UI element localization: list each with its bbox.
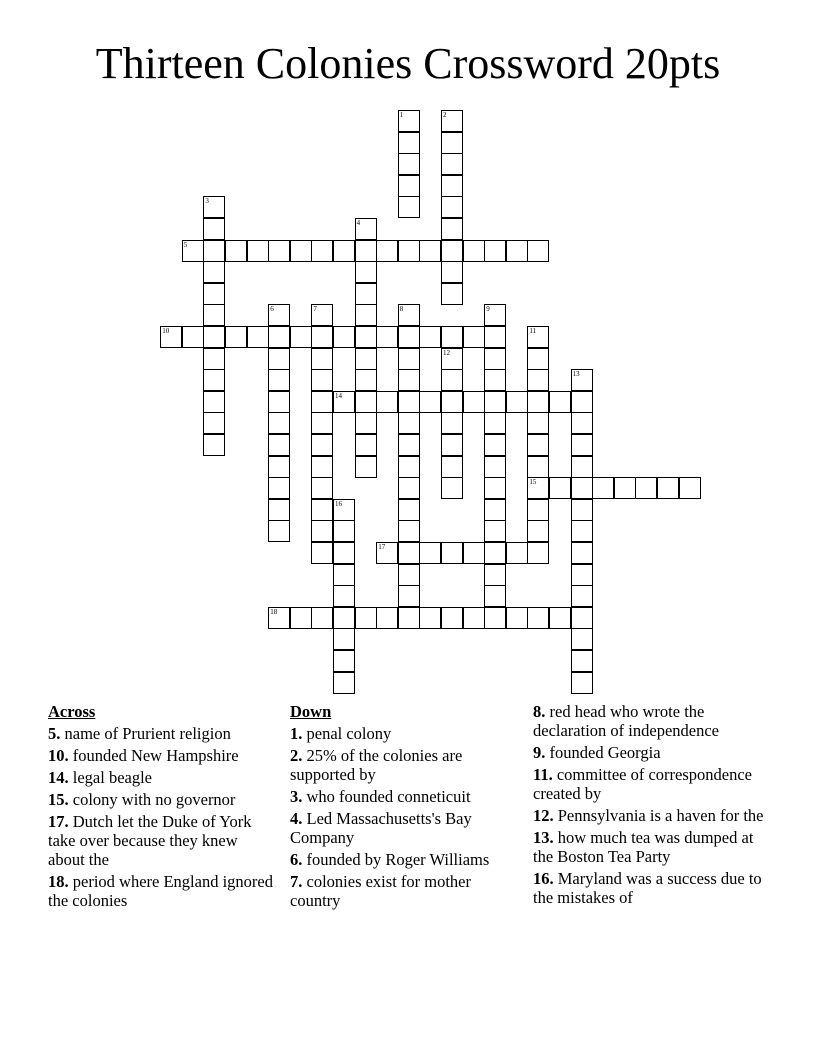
clue-item	[533, 828, 768, 866]
grid-cell[interactable]	[441, 110, 463, 132]
clue-item	[290, 809, 515, 847]
grid-cell[interactable]	[355, 326, 377, 348]
clue-text: name of Prurient religion	[64, 724, 231, 743]
grid-cell[interactable]	[398, 412, 420, 434]
grid-cell[interactable]	[203, 434, 225, 456]
grid-cell[interactable]	[571, 477, 593, 499]
grid-cell[interactable]	[203, 304, 225, 326]
grid-cell[interactable]	[398, 326, 420, 348]
grid-cell[interactable]	[268, 434, 290, 456]
clue-text: committee of correspondence created by	[533, 765, 753, 803]
grid-cell[interactable]	[333, 240, 355, 262]
grid-cell[interactable]	[571, 542, 593, 564]
grid-cell[interactable]	[311, 304, 333, 326]
clue-text: period where England ignored the colonies	[48, 872, 273, 910]
grid-cell[interactable]	[247, 240, 269, 262]
grid-cell[interactable]	[398, 110, 420, 132]
grid-cell[interactable]	[290, 607, 312, 629]
clue-text: Dutch let the Duke of York take over because they knew about the	[48, 812, 252, 869]
clue-text: founded New Hampshire	[72, 746, 239, 765]
grid-cell[interactable]	[203, 218, 225, 240]
grid-cell[interactable]	[441, 196, 463, 218]
grid-cell[interactable]	[463, 607, 485, 629]
grid-cell[interactable]	[506, 542, 528, 564]
clue-text: Led Massachusetts's Bay Company	[290, 809, 472, 847]
grid-cell[interactable]	[398, 240, 420, 262]
grid-cell[interactable]	[571, 412, 593, 434]
grid-cell[interactable]	[333, 607, 355, 629]
grid-cell[interactable]	[355, 369, 377, 391]
grid-cell[interactable]	[527, 520, 549, 542]
clue-number: 7.	[290, 872, 303, 891]
grid-cell[interactable]	[355, 261, 377, 283]
grid-cell[interactable]	[398, 304, 420, 326]
grid-cell[interactable]	[635, 477, 657, 499]
grid-cell[interactable]	[333, 585, 355, 607]
clue-item	[48, 768, 273, 787]
grid-cell[interactable]	[527, 607, 549, 629]
grid-cell[interactable]	[268, 348, 290, 370]
grid-cell[interactable]	[398, 153, 420, 175]
clue-item	[48, 790, 273, 809]
grid-cell[interactable]	[268, 477, 290, 499]
grid-cell[interactable]	[355, 607, 377, 629]
grid-cell[interactable]	[333, 499, 355, 521]
grid-cell[interactable]	[355, 240, 377, 262]
grid-cell[interactable]	[527, 499, 549, 521]
grid-cell[interactable]	[333, 542, 355, 564]
grid-cell[interactable]	[398, 132, 420, 154]
grid-cell[interactable]	[333, 672, 355, 694]
grid-cell[interactable]	[311, 456, 333, 478]
grid-cell[interactable]	[571, 499, 593, 521]
grid-cell[interactable]	[333, 628, 355, 650]
grid-cell[interactable]	[311, 412, 333, 434]
grid-cell[interactable]	[506, 607, 528, 629]
grid-cell[interactable]	[527, 456, 549, 478]
grid-cell[interactable]	[290, 240, 312, 262]
clue-item	[290, 724, 515, 743]
grid-cell[interactable]	[441, 456, 463, 478]
clue-item	[290, 872, 515, 910]
clue-number: 10.	[48, 746, 69, 765]
down-clues-continued	[533, 702, 768, 910]
grid-cell[interactable]	[398, 585, 420, 607]
grid-cell[interactable]	[571, 650, 593, 672]
clue-number: 1.	[290, 724, 303, 743]
grid-cell[interactable]	[398, 607, 420, 629]
clue-number-label: 17	[378, 543, 386, 551]
grid-cell[interactable]	[614, 477, 636, 499]
down-clues	[290, 702, 515, 913]
clue-number: 14.	[48, 768, 69, 787]
grid-cell[interactable]	[376, 240, 398, 262]
grid-cell[interactable]	[355, 348, 377, 370]
grid-cell[interactable]	[203, 240, 225, 262]
grid-cell[interactable]	[506, 240, 528, 262]
clue-item	[533, 702, 768, 740]
grid-cell[interactable]	[355, 434, 377, 456]
clue-item	[48, 872, 273, 910]
grid-cell[interactable]	[419, 607, 441, 629]
clue-text: red head who wrote the declaration of independence	[533, 702, 719, 740]
grid-cell[interactable]	[527, 369, 549, 391]
clue-number: 9.	[533, 743, 546, 762]
grid-cell[interactable]	[333, 326, 355, 348]
clue-item	[533, 806, 768, 825]
clue-number-label: 12	[443, 348, 450, 357]
grid-cell[interactable]	[484, 326, 506, 348]
grid-cell[interactable]	[311, 434, 333, 456]
clue-item	[48, 746, 273, 765]
grid-cell[interactable]	[441, 283, 463, 305]
grid-cell[interactable]	[268, 499, 290, 521]
clue-item	[290, 787, 515, 806]
grid-cell[interactable]	[376, 542, 398, 564]
grid-cell[interactable]	[398, 434, 420, 456]
grid-cell[interactable]	[203, 196, 225, 218]
grid-cell[interactable]	[376, 607, 398, 629]
grid-cell[interactable]	[268, 520, 290, 542]
clue-number-label: 7	[313, 305, 317, 314]
grid-cell[interactable]	[355, 412, 377, 434]
clue-text: colony with no governor	[72, 790, 236, 809]
grid-cell[interactable]	[441, 348, 463, 370]
clue-number-label: 15	[529, 478, 537, 487]
grid-cell[interactable]	[398, 348, 420, 370]
grid-cell[interactable]	[398, 196, 420, 218]
grid-cell[interactable]	[419, 391, 441, 413]
clue-number: 4.	[290, 809, 303, 828]
grid-cell[interactable]	[484, 391, 506, 413]
clue-number-label: 2	[443, 111, 447, 119]
grid-cell[interactable]	[441, 607, 463, 629]
grid-cell[interactable]	[441, 542, 463, 564]
clue-text: Pennsylvania is a haven for the	[557, 806, 764, 825]
grid-cell[interactable]	[441, 412, 463, 434]
clue-text: penal colony	[306, 724, 392, 743]
clue-number: 6.	[290, 850, 303, 869]
grid-cell[interactable]	[311, 499, 333, 521]
grid-cell[interactable]	[419, 240, 441, 262]
grid-cell[interactable]	[484, 434, 506, 456]
clue-number: 8.	[533, 702, 546, 721]
grid-cell[interactable]	[398, 520, 420, 542]
grid-cell[interactable]	[419, 326, 441, 348]
clue-text: 25% of the colonies are supported by	[290, 746, 463, 784]
clue-item	[48, 724, 273, 743]
clue-item	[48, 812, 273, 869]
grid-cell[interactable]	[549, 477, 571, 499]
grid-cell[interactable]	[355, 456, 377, 478]
across-clues	[48, 702, 273, 913]
clue-number-label: 16	[335, 499, 342, 508]
clue-number-label: 11	[529, 327, 537, 335]
grid-cell[interactable]	[441, 369, 463, 391]
clue-number-label: 14	[335, 391, 342, 400]
grid-cell[interactable]	[182, 326, 204, 348]
grid-cell[interactable]	[527, 391, 549, 413]
grid-cell[interactable]	[484, 499, 506, 521]
clue-item	[533, 869, 768, 907]
clue-text: legal beagle	[72, 768, 152, 787]
clue-number-label: 10	[162, 327, 170, 335]
grid-cell[interactable]	[203, 261, 225, 283]
grid-cell[interactable]	[311, 607, 333, 629]
grid-cell[interactable]	[484, 369, 506, 391]
grid-cell[interactable]	[484, 240, 506, 262]
grid-cell[interactable]	[355, 304, 377, 326]
grid-cell[interactable]	[463, 542, 485, 564]
grid-cell[interactable]	[527, 477, 549, 499]
grid-cell[interactable]	[571, 391, 593, 413]
grid-cell[interactable]	[160, 326, 182, 348]
grid-cell[interactable]	[355, 218, 377, 240]
grid-cell[interactable]	[527, 412, 549, 434]
clue-number: 13.	[533, 828, 554, 847]
clue-number-label: 4	[356, 219, 361, 227]
down-heading: Down	[290, 702, 332, 721]
clue-number: 11.	[533, 765, 553, 784]
grid-cell[interactable]	[506, 391, 528, 413]
grid-cell[interactable]	[203, 326, 225, 348]
grid-cell[interactable]	[311, 348, 333, 370]
grid-cell[interactable]	[484, 304, 506, 326]
clue-item	[290, 850, 515, 869]
clue-number-label: 5	[183, 240, 188, 249]
grid-cell[interactable]	[333, 564, 355, 586]
grid-cell[interactable]	[398, 477, 420, 499]
clue-text: colonies exist for mother country	[290, 872, 472, 910]
clue-text: founded Georgia	[549, 743, 661, 762]
grid-cell[interactable]	[355, 283, 377, 305]
grid-cell[interactable]	[376, 391, 398, 413]
grid-cell[interactable]	[311, 369, 333, 391]
grid-cell[interactable]	[268, 607, 290, 629]
grid-cell[interactable]	[311, 240, 333, 262]
clue-number-label: 6	[270, 305, 274, 314]
grid-cell[interactable]	[441, 240, 463, 262]
grid-cell[interactable]	[484, 520, 506, 542]
grid-cell[interactable]	[225, 326, 247, 348]
grid-cell[interactable]	[290, 326, 312, 348]
grid-cell[interactable]	[398, 175, 420, 197]
clue-text: how much tea was dumped at the Boston Tea Party	[533, 828, 754, 866]
grid-cell[interactable]	[398, 391, 420, 413]
grid-cell[interactable]	[333, 520, 355, 542]
grid-cell[interactable]	[311, 520, 333, 542]
grid-cell[interactable]	[527, 326, 549, 348]
grid-cell[interactable]	[527, 542, 549, 564]
grid-cell[interactable]	[549, 607, 571, 629]
grid-cell[interactable]	[311, 542, 333, 564]
grid-cell[interactable]	[441, 132, 463, 154]
grid-cell[interactable]	[311, 477, 333, 499]
grid-cell[interactable]	[571, 607, 593, 629]
grid-cell[interactable]	[203, 412, 225, 434]
grid-cell[interactable]	[484, 607, 506, 629]
clue-item	[533, 743, 768, 762]
grid-cell[interactable]	[571, 456, 593, 478]
grid-cell[interactable]	[376, 326, 398, 348]
grid-cell[interactable]	[268, 304, 290, 326]
grid-cell[interactable]	[463, 326, 485, 348]
clue-number: 3.	[290, 787, 303, 806]
puzzle-title: Thirteen Colonies Crossword 20pts	[95, 39, 721, 88]
grid-cell[interactable]	[441, 175, 463, 197]
grid-cell[interactable]	[527, 348, 549, 370]
clue-number: 17.	[48, 812, 69, 831]
grid-cell[interactable]	[203, 369, 225, 391]
grid-cell[interactable]	[268, 456, 290, 478]
grid-cell[interactable]	[441, 153, 463, 175]
grid-cell[interactable]	[571, 628, 593, 650]
grid-cell[interactable]	[484, 477, 506, 499]
grid-cell[interactable]	[484, 564, 506, 586]
grid-cell[interactable]	[571, 585, 593, 607]
grid-cell[interactable]	[441, 261, 463, 283]
grid-cell[interactable]	[441, 434, 463, 456]
clue-number: 18.	[48, 872, 69, 891]
grid-cell[interactable]	[571, 520, 593, 542]
grid-cell[interactable]	[463, 240, 485, 262]
grid-cell[interactable]	[571, 434, 593, 456]
grid-cell[interactable]	[203, 283, 225, 305]
grid-cell[interactable]	[549, 391, 571, 413]
grid-cell[interactable]	[484, 412, 506, 434]
clue-number-label: 8	[399, 305, 404, 314]
grid-cell[interactable]	[398, 499, 420, 521]
clue-number-label: 13	[572, 370, 580, 379]
grid-cell[interactable]	[441, 326, 463, 348]
grid-cell[interactable]	[311, 326, 333, 348]
grid-cell[interactable]	[355, 391, 377, 413]
grid-cell[interactable]	[333, 391, 355, 413]
grid-cell[interactable]	[398, 564, 420, 586]
grid-cell[interactable]	[268, 240, 290, 262]
grid-cell[interactable]	[268, 391, 290, 413]
grid-cell[interactable]	[398, 542, 420, 564]
grid-cell[interactable]	[571, 672, 593, 694]
grid-cell[interactable]	[527, 434, 549, 456]
clue-number: 16.	[533, 869, 554, 888]
clue-number: 5.	[48, 724, 61, 743]
grid-cell[interactable]	[182, 240, 204, 262]
grid-cell[interactable]	[484, 456, 506, 478]
grid-cell[interactable]	[268, 412, 290, 434]
clue-number: 12.	[533, 806, 554, 825]
grid-cell[interactable]	[268, 326, 290, 348]
grid-cell[interactable]	[419, 542, 441, 564]
clue-number-label: 3	[205, 197, 209, 206]
clue-text: founded by Roger Williams	[306, 850, 490, 869]
grid-cell[interactable]	[225, 240, 247, 262]
grid-cell[interactable]	[398, 456, 420, 478]
grid-cell[interactable]	[484, 348, 506, 370]
grid-cell[interactable]	[657, 477, 679, 499]
clue-item	[290, 746, 515, 784]
grid-cell[interactable]	[571, 369, 593, 391]
across-heading: Across	[48, 702, 96, 721]
clue-number-label: 18	[270, 607, 278, 616]
grid-cell[interactable]	[268, 369, 290, 391]
grid-cell[interactable]	[484, 585, 506, 607]
clue-number-label: 1	[399, 111, 404, 119]
grid-cell[interactable]	[441, 477, 463, 499]
grid-cell[interactable]	[311, 391, 333, 413]
grid-cell[interactable]	[571, 564, 593, 586]
grid-cell[interactable]	[484, 542, 506, 564]
grid-cell[interactable]	[592, 477, 614, 499]
clue-item	[533, 765, 768, 803]
grid-cell[interactable]	[441, 218, 463, 240]
grid-cell[interactable]	[203, 391, 225, 413]
grid-cell[interactable]	[398, 369, 420, 391]
grid-cell[interactable]	[463, 391, 485, 413]
clue-number-label: 9	[486, 305, 490, 314]
grid-cell[interactable]	[333, 650, 355, 672]
clue-text: who founded conneticuit	[306, 787, 471, 806]
clue-number: 2.	[290, 746, 303, 765]
grid-cell[interactable]	[527, 240, 549, 262]
grid-cell[interactable]	[679, 477, 701, 499]
grid-cell[interactable]	[203, 348, 225, 370]
grid-cell[interactable]	[441, 391, 463, 413]
clue-text: Maryland was a success due to the mistakes of	[533, 869, 762, 907]
clue-number: 15.	[48, 790, 69, 809]
grid-cell[interactable]	[247, 326, 269, 348]
